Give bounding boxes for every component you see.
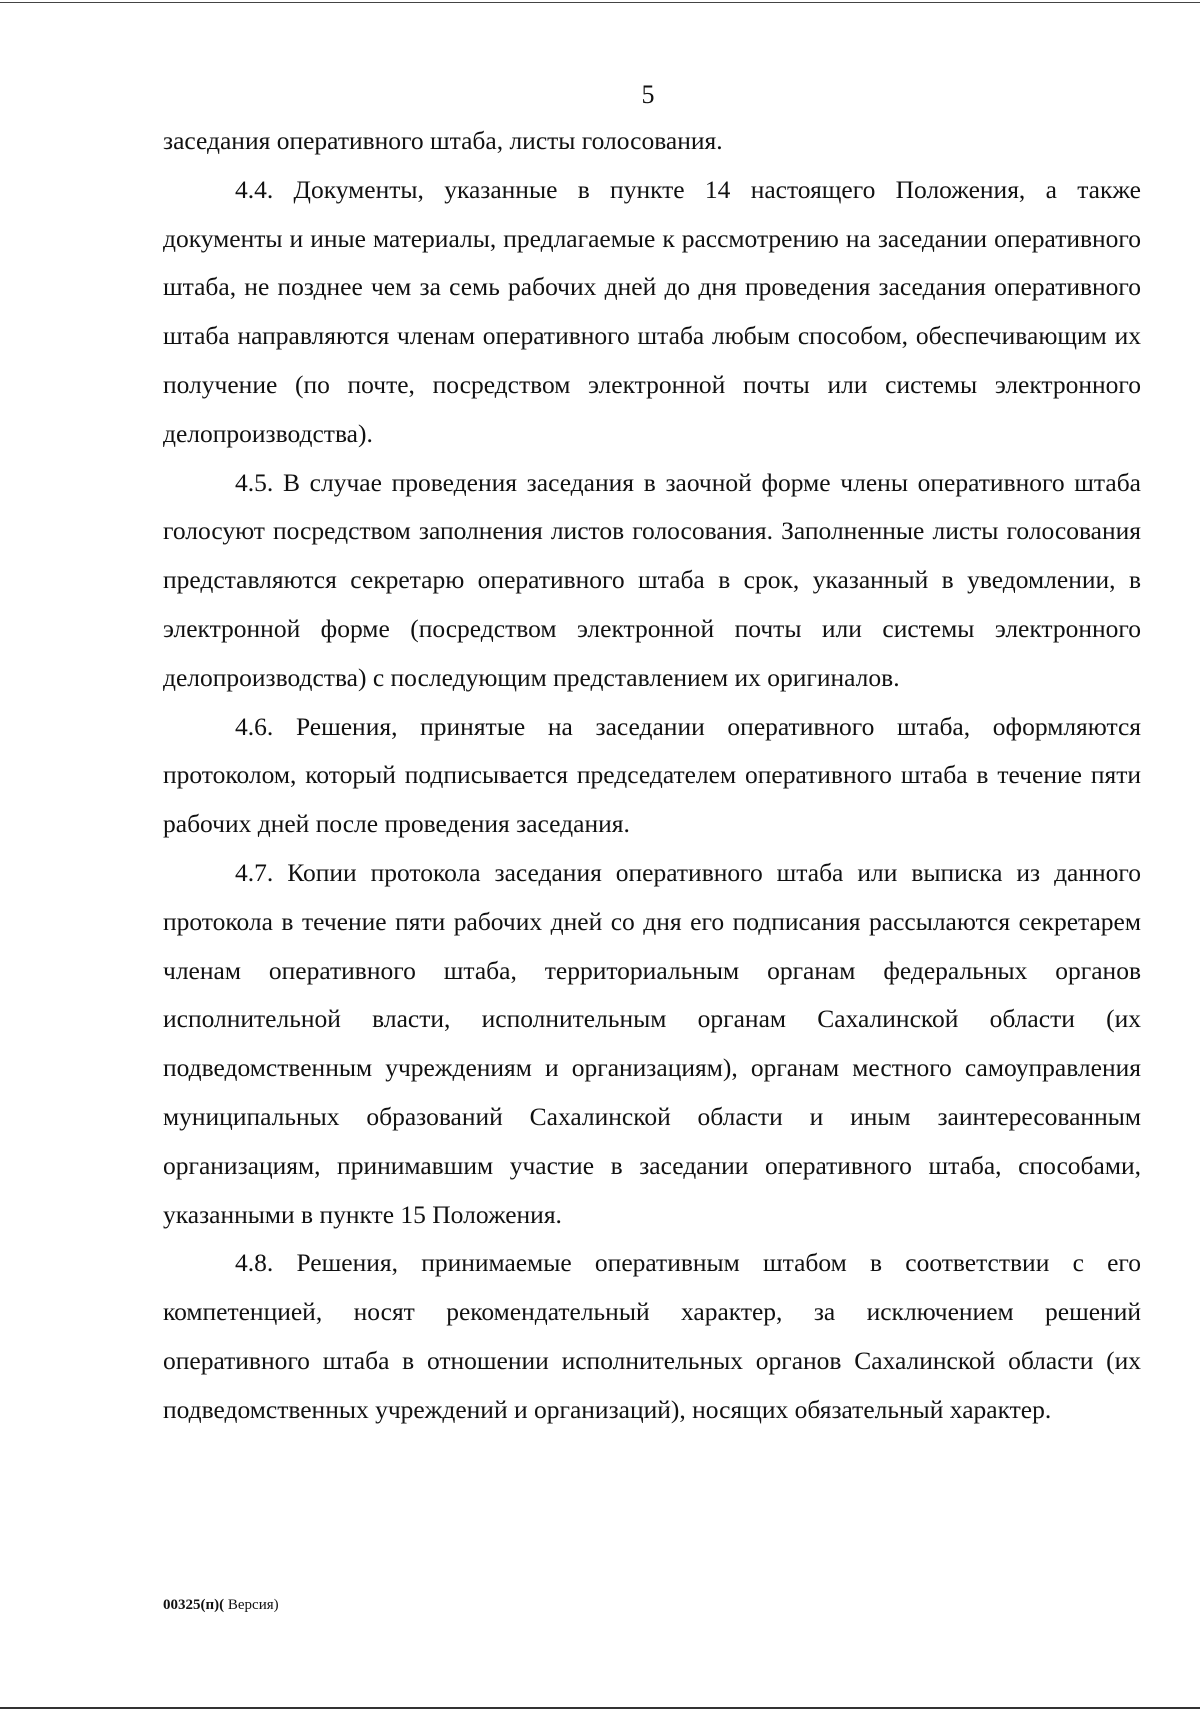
paragraph-4-4: 4.4. Документы, указанные в пункте 14 настоящего Положения, а также документы и иные материалы, предлагаемые к рассмотрению на заседании оперативного штаба, не позднее чем за семь рабочих дней до дня проведения заседания оперативного штаба направляются членам оперативного штаба любым способом, обеспечивающим их получение (по почте, посредством электронной почты или системы электронного делопроизводства). — [163, 174, 1141, 448]
footer-code-number: 00325(п)( — [163, 1597, 225, 1613]
page-number: 5 — [641, 80, 655, 109]
paragraph-4-8: 4.8. Решения, принимаемые оперативным штабом в соответствии с его компетенцией, носят рекомендательный характер, за исключением решений оперативного штаба в отношении исполнительных органов Сахалинской области (их подведомственных учреждений и организаций), носящих обязательный характер. — [163, 1248, 1141, 1424]
scan-edge-bottom — [0, 1707, 1200, 1709]
footer-code-version: Версия) — [224, 1597, 279, 1613]
paragraph-4-7: 4.7. Копии протокола заседания оперативного штаба или выписка из данного протокола в течение пяти рабочих дней со дня его подписания рассылаются секретарем членам оперативного штаба, территориальным органам федеральных органов исполнительной власти, исполнительным органам Сахалинской области (их подведомственным учреждениям и организациям), органам местного самоуправления муниципальных образований Сахалинской области и иным заинтересованным организациям, принимавшим участие в заседании оперативного штаба, способами, указанными в пункте 15 Положения. — [163, 857, 1141, 1229]
footer-document-code — [163, 1597, 279, 1614]
scan-edge-top — [0, 2, 1200, 3]
paragraph-continuation: заседания оперативного штаба, листы голосования. — [163, 126, 723, 155]
paragraph-4-5: 4.5. В случае проведения заседания в заочной форме члены оперативного штаба голосуют посредством заполнения листов голосования. Заполненные листы голосования представляются секретарю оперативного штаба в срок, указанный в уведомлении, в электронной форме (посредством электронной почты или системы электронного делопроизводства) с последующим представлением их оригиналов. — [163, 467, 1141, 692]
paragraph-4-6: 4.6. Решения, принятые на заседании оперативного штаба, оформляются протоколом, который подписывается председателем оперативного штаба в течение пяти рабочих дней после проведения заседания. — [163, 711, 1141, 839]
document-body — [163, 117, 1141, 1435]
